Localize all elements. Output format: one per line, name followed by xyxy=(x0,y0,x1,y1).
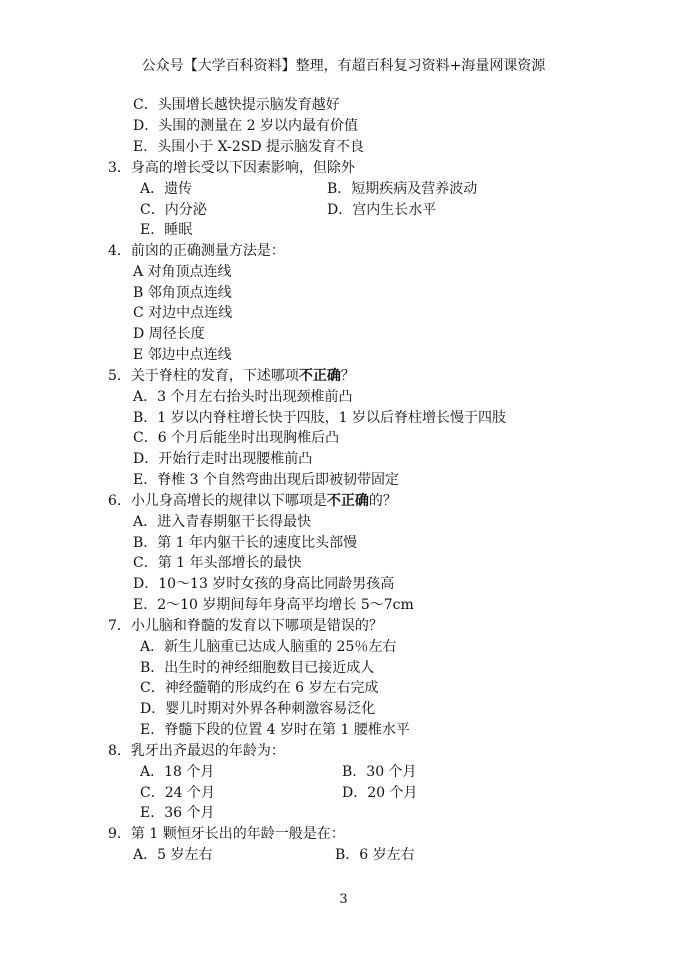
question-6 xyxy=(108,491,397,511)
option-d-q5: D．开始行走时出现腰椎前凸 xyxy=(133,451,313,467)
question-5-emphasis: 不正确 xyxy=(298,368,341,384)
option-e-q3: E．睡眠 xyxy=(140,222,193,238)
question-3: 3．身高的增长受以下因素影响，但除外 xyxy=(108,160,355,176)
option-c-q5: C．6 个月后能坐时出现胸椎后凸 xyxy=(133,430,340,446)
question-5 xyxy=(108,366,355,386)
option-c-q3: C．内分泌 xyxy=(140,202,207,218)
question-6-tail: 的？ xyxy=(368,493,397,509)
option-e-q6: E．2～10 岁期间每年身高平均增长 5～7cm xyxy=(133,597,414,613)
option-c-q4: C 对边中点连线 xyxy=(133,305,233,321)
option-c-q2: C．头围增长越快提示脑发育越好 xyxy=(133,97,340,113)
option-b-q5: B．1 岁以内脊柱增长快于四肢，1 岁以后脊柱增长慢于四肢 xyxy=(133,410,507,426)
question-9: 9．第 1 颗恒牙长出的年龄一般是在： xyxy=(108,826,345,842)
option-d-q6: D．10～13 岁时女孩的身高比同龄男孩高 xyxy=(133,576,395,592)
option-e-q7: E．脊髓下段的位置 4 岁时在第 1 腰椎水平 xyxy=(140,722,410,738)
option-e-q8: E．36 个月 xyxy=(140,805,215,821)
option-d-q2: D．头围的测量在 2 岁以内最有价值 xyxy=(133,118,359,134)
option-c-q8: C．24 个月 xyxy=(140,785,215,801)
option-a-q4: A 对角顶点连线 xyxy=(133,264,232,280)
option-d-q3: D．宫内生长水平 xyxy=(327,202,437,218)
option-c-q6: C．第 1 年头部增长的最快 xyxy=(133,555,302,571)
question-6-text: 6．小儿身高增长的规律以下哪项是 xyxy=(108,493,327,509)
option-a-q9: A．5 岁左右 xyxy=(133,847,213,863)
option-b-q9: B．6 岁左右 xyxy=(335,847,415,863)
option-b-q6: B．第 1 年内躯干长的速度比头部慢 xyxy=(133,535,358,551)
option-a-q3: A．遗传 xyxy=(140,181,193,197)
option-b-q8: B．30 个月 xyxy=(342,764,417,780)
option-e-q4: E 邻边中点连线 xyxy=(133,347,232,363)
question-4: 4．前囟的正确测量方法是： xyxy=(108,243,285,259)
page-header: 公众号【大学百科资料】整理，有超百科复习资料+海量网课资源 xyxy=(141,58,546,74)
option-d-q4: D 周径长度 xyxy=(133,326,205,342)
question-8: 8．乳牙出齐最迟的年龄为： xyxy=(108,743,285,759)
option-b-q7: B．出生时的神经细胞数目已接近成人 xyxy=(140,660,375,676)
question-5-text: 5．关于脊柱的发育，下述哪项 xyxy=(108,368,299,384)
question-6-emphasis: 不正确 xyxy=(326,493,369,509)
option-e-q2: E．头围小于 X-2SD 提示脑发育不良 xyxy=(133,139,365,155)
option-a-q5: A．3 个月左右抬头时出现颈椎前凸 xyxy=(133,389,353,405)
option-e-q5: E．脊椎 3 个自然弯曲出现后即被韧带固定 xyxy=(133,472,400,488)
option-b-q3: B．短期疾病及营养波动 xyxy=(327,181,478,197)
question-7: 7．小儿脑和脊髓的发育以下哪项是错误的？ xyxy=(108,618,383,634)
option-a-q8: A．18 个月 xyxy=(140,764,215,780)
option-a-q6: A．进入青春期躯干长得最快 xyxy=(133,514,312,530)
option-d-q7: D．婴儿时期对外界各种刺激容易泛化 xyxy=(140,701,376,717)
question-5-tail: ？ xyxy=(340,368,355,384)
option-c-q7: C．神经髓鞘的形成约在 6 岁左右完成 xyxy=(140,680,379,696)
option-b-q4: B 邻角顶点连线 xyxy=(133,285,232,301)
option-a-q7: A．新生儿脑重已达成人脑重的 25％左右 xyxy=(140,639,397,655)
option-d-q8: D．20 个月 xyxy=(342,785,418,801)
page-number: 3 xyxy=(339,892,348,907)
